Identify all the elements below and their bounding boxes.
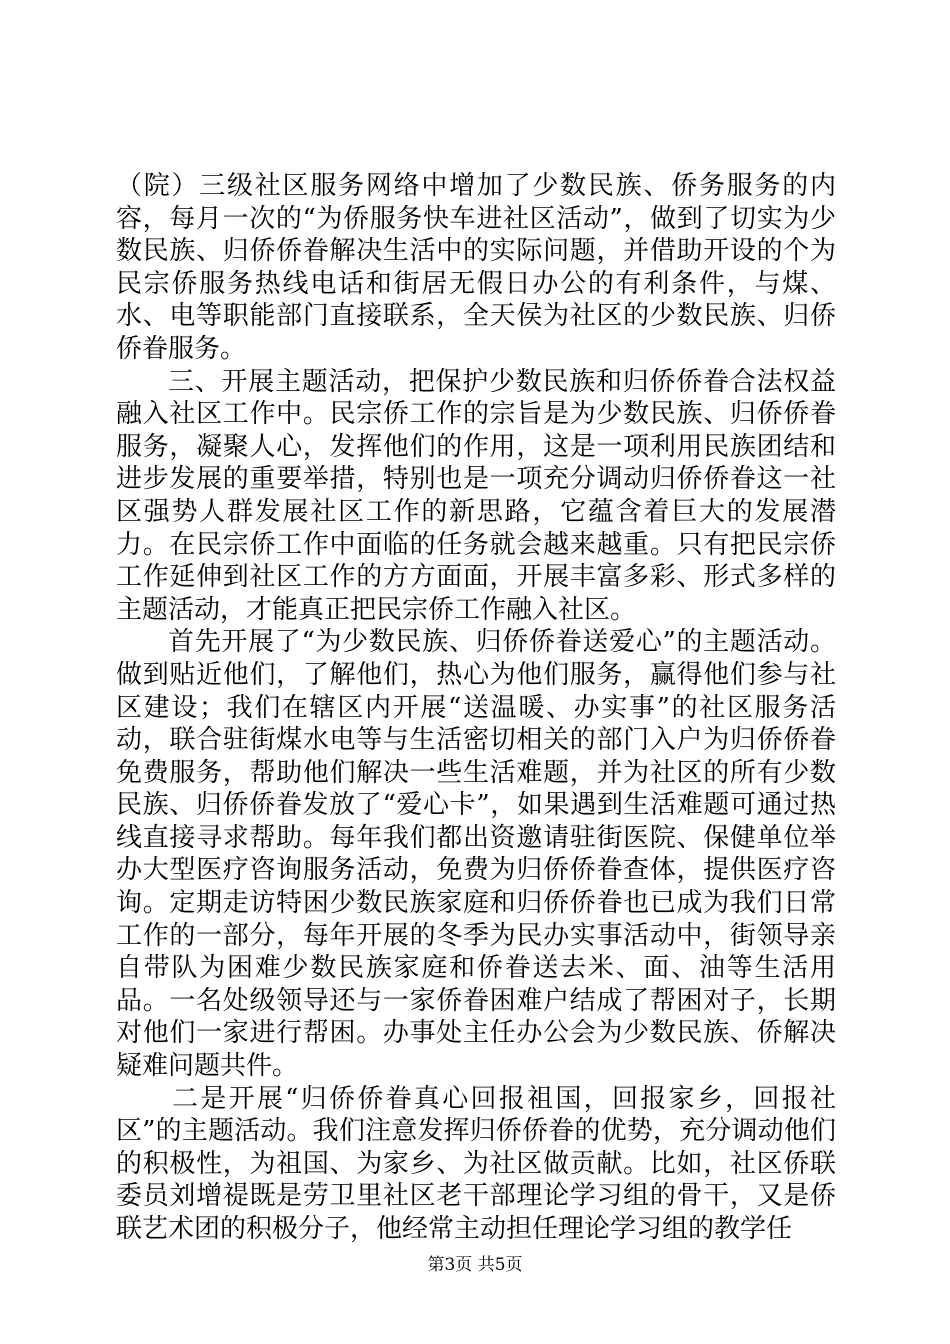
page-number-label: 第3页 共5页 bbox=[427, 1255, 523, 1275]
paragraph-continuation: （院）三级社区服务网络中增加了少数民族、侨务服务的内容，每月一次的“为侨服务快车进社区活动”，做到了切实为少数民族、归侨侨眷解决生活中的实际问题，并借助开设的个为民宗侨服务热线电话和街居无假日办公的有利条件，与煤、水、电等职能部门直接联系，全天侯为社区的少数民族、归侨侨眷服务。 bbox=[116, 171, 836, 364]
document-body bbox=[116, 170, 836, 1246]
page-footer bbox=[0, 1255, 950, 1275]
paragraph-second-activity: 二是开展“归侨侨眷真心回报祖国，回报家乡，回报社区”的主题活动。我们注意发挥归侨侨眷的优势，充分调动他们的积极性，为祖国、为家乡、为社区做贡献。比如，社区侨联委员刘增禔既是劳卫里社区老干部理论学习组的骨干，又是侨联艺术团的积极分子，他经常主动担任理论学习组的教学任 bbox=[116, 1083, 836, 1244]
paragraph-section-three: 三、开展主题活动，把保护少数民族和归侨侨眷合法权益融入社区工作中。民宗侨工作的宗旨是为少数民族、归侨侨眷服务，凝聚人心，发挥他们的作用，这是一项利用民族团结和进步发展的重要举措，特别也是一项充分调动归侨侨眷这一社区强势人群发展社区工作的新思路，它蕴含着巨大的发展潜力。在民宗侨工作中面临的任务就会越来越重。只有把民宗侨工作延伸到社区工作的方方面面，开展丰富多彩、形式多样的主题活动，才能真正把民宗侨工作融入社区。 bbox=[116, 366, 836, 625]
paragraph-first-activity: 首先开展了“为少数民族、归侨侨眷送爱心”的主题活动。做到贴近他们，了解他们，热心为他们服务，赢得他们参与社区建设；我们在辖区内开展“送温暖、办实事”的社区服务活动，联合驻街煤水电等与生活密切相关的部门入户为归侨侨眷免费服务，帮助他们解决一些生活难题，并为社区的所有少数民族、归侨侨眷发放了“爱心卡”，如果遇到生活难题可通过热线直接寻求帮助。每年我们都出资邀请驻街医院、保健单位举办大型医疗咨询服务活动，免费为归侨侨眷查体，提供医疗咨询。定期走访特困少数民族家庭和归侨侨眷也已成为我们日常工作的一部分，每年开展的冬季为民办实事活动中，街领导亲自带队为困难少数民族家庭和侨眷送去米、面、油等生活用品。一名处级领导还与一家侨眷困难户结成了帮困对子，长期对他们一家进行帮困。办事处主任办公会为少数民族、侨解决疑难问题共件。 bbox=[116, 627, 836, 1082]
